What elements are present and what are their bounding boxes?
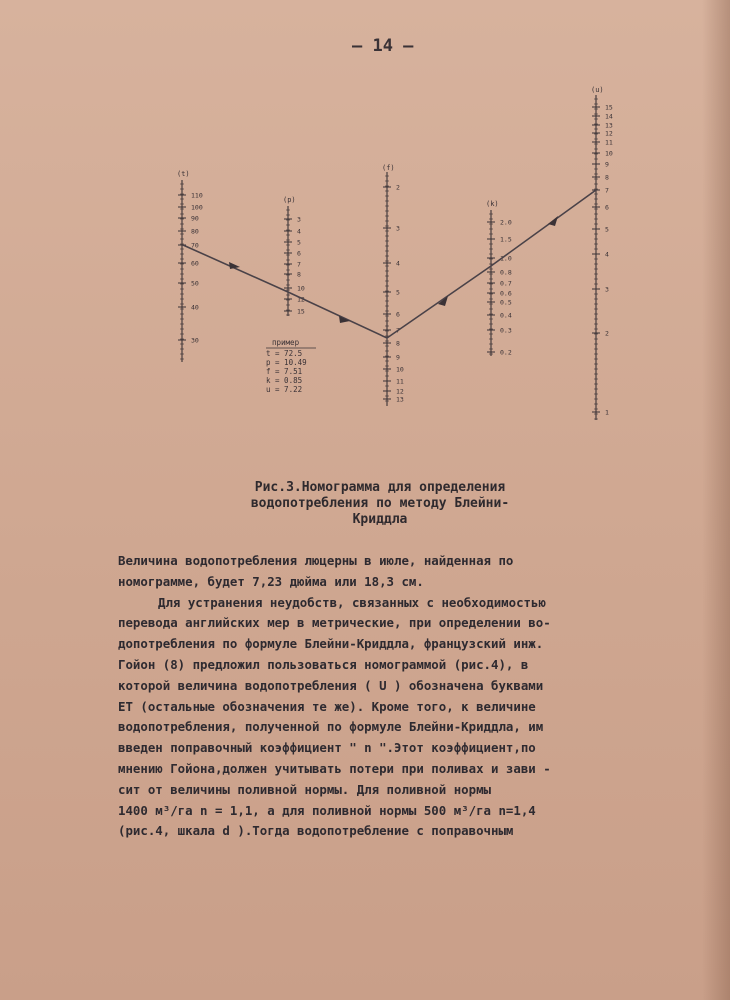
tick-label: 12 [396,387,404,396]
scale-u [591,86,613,420]
text-line: введен поправочный коэффициент " n ".Этот коэффициент,по [118,740,536,756]
example-line-f: f = 7.51 [266,367,303,376]
text-line: водопотребления, полученной по формуле Блейни-Криддла, им [118,719,544,735]
body-text [118,551,678,842]
tick-label: 90 [191,214,199,223]
tick-label: 15 [297,307,305,316]
tick-label: 8 [396,339,400,348]
example-line-p: p = 10.49 [266,358,307,367]
tick-label: 7 [297,260,301,269]
tick-label: 4 [297,227,301,236]
example-line-t: t = 72.5 [266,349,303,358]
tick-label: 12 [297,295,305,304]
tick-label: 0.7 [500,279,512,288]
text-line: сит от величины поливной нормы. Для поливной нормы [118,781,491,797]
tick-label: 0.6 [500,289,512,298]
tick-label: 70 [191,241,199,250]
tick-label: 1.5 [500,235,512,244]
tick-label: 110 [191,191,203,200]
tick-label: 100 [191,203,203,212]
tick-label: 0.2 [500,348,512,357]
tick-label: 10 [396,365,404,374]
tick-label: 13 [605,121,613,130]
tick-label: 60 [191,259,199,268]
tick-label: 0.8 [500,268,512,277]
scale-label: (u) [591,86,604,94]
caption-line: водопотребления по методу Блейни- [250,496,510,511]
text-line: Гойон (8) предложил пользоваться номограммой (рис.4), в [118,656,529,672]
tick-label: 4 [396,259,400,268]
tick-label: 10 [297,284,305,293]
text-line: Величина водопотребления люцерны в июле, найденная по [118,553,514,568]
tick-label: 9 [605,160,609,169]
tick-label: 5 [297,238,301,247]
text-line: ЕТ (остальные обозначения те же). Кроме того, к величине [118,698,536,714]
text-line: допотребления по формуле Блейни-Криддла, французский инж. [118,636,544,652]
tick-label: 1.0 [500,254,512,263]
tick-label: 2 [396,183,400,192]
tick-label: 30 [191,336,199,345]
scale-label: (p) [283,196,296,204]
tick-label: 3 [605,285,609,294]
tick-label: 6 [297,249,301,258]
text-line: номограмме, будет 7,23 дюйма или 18,3 см. [118,573,424,589]
tick-label: 1 [605,408,609,417]
tick-label: 50 [191,279,199,288]
scale-label: (t) [177,170,190,178]
scale-f [382,164,404,406]
tick-label: 2.0 [500,218,512,227]
nomogram-figure [0,0,730,470]
tick-label: 5 [605,225,609,234]
tick-label: 11 [396,377,404,386]
scale-k [486,200,512,357]
text-line: перевода английских мер в метрические, при определении во- [118,615,551,631]
caption-line: Рис.3.Номограмма для определения [254,480,506,495]
example-line-u: u = 7.22 [266,385,303,394]
page-number: — 14 — [352,36,414,56]
scale-label: (k) [486,200,499,208]
tick-label: 8 [297,270,301,279]
text-line: мнению Гойона,должен учитывать потери при поливах и зави - [118,760,551,776]
tick-label: 3 [396,224,400,233]
tick-label: 3 [297,215,301,224]
example-line-k: k = 0.85 [266,376,303,385]
tick-label: 13 [396,395,404,404]
tick-label: 2 [605,329,609,338]
tick-label: 6 [396,310,400,319]
example-title: пример [272,338,300,347]
tick-label: 4 [605,250,609,259]
tick-label: 14 [605,112,613,121]
tick-label: 80 [191,227,199,236]
tick-label: 11 [605,138,613,147]
tick-label: 12 [605,129,613,138]
figure-caption [200,480,560,528]
tick-label: 5 [396,288,400,297]
tick-label: 40 [191,303,199,312]
scale-label: (f) [382,164,395,172]
caption-line: Криддла [352,512,408,527]
text-line: Для устранения неудобств, связанных с необходимостью [158,594,546,610]
text-line: (рис.4, шкала d ).Тогда водопотребление с поправочным [118,823,514,839]
tick-label: 0.3 [500,326,512,335]
tick-label: 7 [605,186,609,195]
text-line: которой величина водопотребления ( U ) обозначена буквами [118,677,544,693]
tick-label: 10 [605,149,613,158]
tick-label: 8 [605,173,609,182]
tick-label: 0.5 [500,298,512,307]
scale-t [177,170,203,362]
example-box [266,338,316,394]
arrow-icon [229,262,240,269]
tick-label: 9 [396,353,400,362]
tick-label: 7 [396,326,400,335]
tick-label: 6 [605,203,609,212]
tick-label: 15 [605,103,613,112]
solution-line [183,190,596,338]
text-line: 1400 м³/га n = 1,1, а для поливной нормы 500 м³/га n=1,4 [118,802,536,818]
tick-label: 0.4 [500,311,512,320]
